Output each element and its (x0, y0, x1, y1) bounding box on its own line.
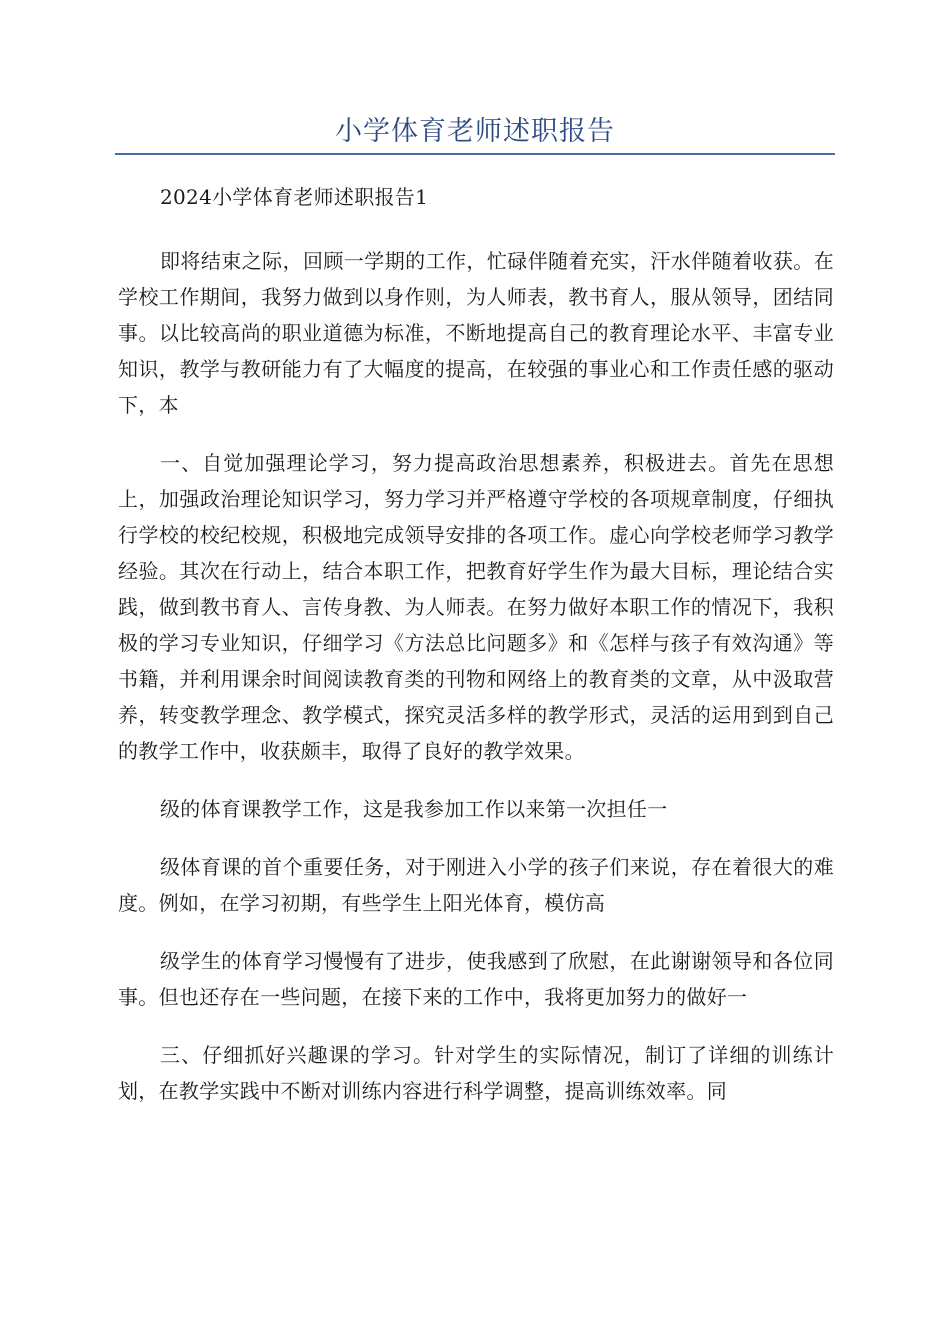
paragraph-fragment-2: 级体育课的首个重要任务，对于刚进入小学的孩子们来说，存在着很大的难度。例如，在学习初期，有些学生上阳光体育，模仿高 (118, 855, 834, 915)
report-subheading: 2024小学体育老师述职报告1 (160, 185, 429, 209)
document-body (118, 179, 834, 1131)
paragraph-section-1: 一、自觉加强理论学习，努力提高政治思想素养，积极进去。首先在思想上，加强政治理论知识学习，努力学习并严格遵守学校的各项规章制度，仔细执行学校的校纪校规，积极地完成领导安排的各项工作。虚心向学校老师学习教学经验。其次在行动上，结合本职工作，把教育好学生作为最大目标，理论结合实践，做到教书育人、言传身教、为人师表。在努力做好本职工作的情况下，我积极的学习专业知识，仔细学习《方法总比问题多》和《怎样与孩子有效沟通》等书籍，并利用课余时间阅读教育类的刊物和网络上的教育类的文章，从中汲取营养，转变教学理念、教学模式，探究灵活多样的教学形式，灵活的运用到到自己的教学工作中，收获颇丰，取得了良好的教学效果。 (118, 451, 834, 763)
paragraph-fragment-1: 级的体育课教学工作，这是我参加工作以来第一次担任一 (160, 797, 668, 821)
paragraph-section-3: 三、仔细抓好兴趣课的学习。针对学生的实际情况，制订了详细的训练计划，在教学实践中不断对训练内容进行科学调整，提高训练效率。同 (118, 1043, 834, 1103)
document-title: 小学体育老师述职报告 (335, 116, 615, 147)
title-divider (115, 153, 835, 155)
paragraph-fragment-3: 级学生的体育学习慢慢有了进步，使我感到了欣慰，在此谢谢领导和各位同事。但也还存在一些问题，在接下来的工作中，我将更加努力的做好一 (118, 949, 834, 1009)
paragraph-intro: 即将结束之际，回顾一学期的工作，忙碌伴随着充实，汗水伴随着收获。在学校工作期间，我努力做到以身作则，为人师表，教书育人，服从领导，团结同事。以比较高尚的职业道德为标准，不断地提高自己的教育理论水平、丰富专业知识，教学与教研能力有了大幅度的提高，在较强的事业心和工作责任感的驱动下，本 (118, 249, 834, 417)
